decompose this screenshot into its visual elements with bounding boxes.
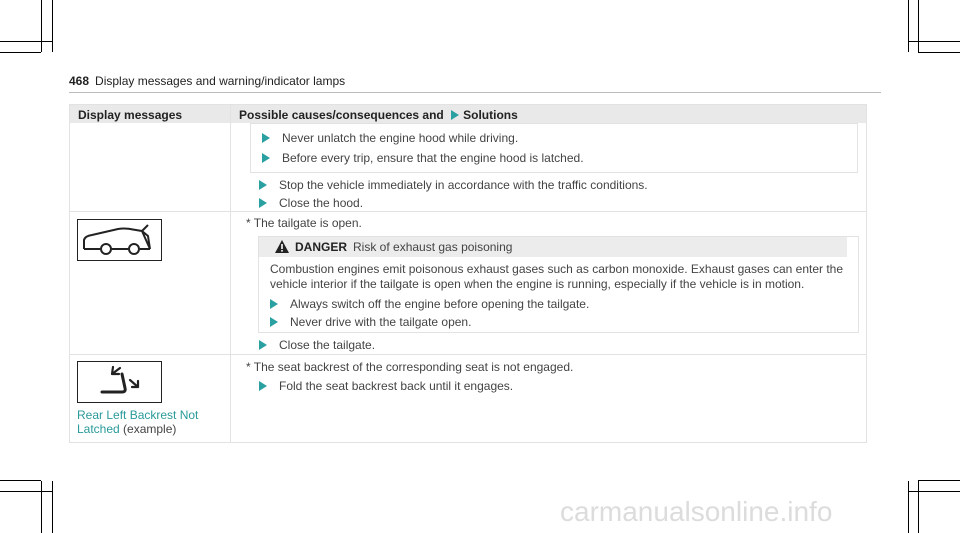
list-item: Fold the seat backrest back until it engages. <box>259 379 513 393</box>
crop-mark <box>908 491 960 492</box>
crop-mark <box>0 491 52 492</box>
cause-text: * The tailgate is open. <box>246 216 362 230</box>
arrow-right-icon <box>259 180 267 190</box>
crop-mark <box>0 41 52 42</box>
col-header-display-messages: Display messages <box>78 108 183 122</box>
crop-mark <box>41 481 42 533</box>
list-item: Before every trip, ensure that the engine hood is latched. <box>262 151 584 165</box>
inner-note-box <box>250 123 858 173</box>
row-divider <box>70 211 866 212</box>
danger-title: DANGER Risk of exhaust gas poisoning <box>295 240 513 254</box>
crop-mark <box>918 481 919 533</box>
arrow-right-icon <box>451 110 459 120</box>
danger-body-line: vehicle interior if the tailgate is open when the engine is running, especially if the vehicle is in motion. <box>270 277 805 291</box>
danger-label: DANGER <box>295 240 348 254</box>
column-divider <box>230 105 231 442</box>
arrow-right-icon <box>259 340 267 350</box>
arrow-right-icon <box>259 198 267 208</box>
crop-mark <box>918 0 919 52</box>
page-number: 468 <box>69 74 90 88</box>
arrow-right-icon <box>270 317 278 327</box>
arrow-right-icon <box>270 299 278 309</box>
warning-triangle-icon <box>275 240 289 253</box>
running-header <box>69 74 345 88</box>
list-item: Never drive with the tailgate open. <box>270 315 471 329</box>
seat-backrest-icon <box>77 361 162 403</box>
list-item: Close the hood. <box>259 196 363 210</box>
arrow-right-icon <box>262 153 270 163</box>
arrow-right-icon <box>262 133 270 143</box>
display-message: Rear Left Backrest Not <box>77 408 199 422</box>
crop-mark <box>908 481 909 533</box>
crop-mark <box>41 0 42 52</box>
crop-mark <box>918 480 960 481</box>
header-rule <box>69 92 881 93</box>
crop-mark <box>0 480 41 481</box>
danger-body-line: Combustion engines emit poisonous exhaust gases such as carbon monoxide. Exhaust gases can enter the <box>270 262 844 276</box>
crop-mark <box>908 41 960 42</box>
col-header-causes-solutions: Possible causes/consequences and Solutions <box>239 108 518 122</box>
cause-text: * The seat backrest of the corresponding seat is not engaged. <box>246 360 574 374</box>
watermark: carmanualsonline.info <box>560 496 833 527</box>
vehicle-tailgate-open-icon <box>77 219 162 261</box>
crop-mark <box>52 481 53 533</box>
crop-mark <box>52 0 53 52</box>
crop-mark <box>0 52 41 53</box>
crop-mark <box>908 0 909 52</box>
messages-table <box>69 104 867 443</box>
danger-header <box>259 237 847 257</box>
arrow-right-icon <box>259 381 267 391</box>
display-message-line2: Latched (example) <box>77 422 177 436</box>
table-header <box>70 105 866 123</box>
row-divider <box>70 354 866 355</box>
list-item: Always switch off the engine before opening the tailgate. <box>270 297 589 311</box>
danger-box <box>258 236 859 333</box>
list-item: Close the tailgate. <box>259 338 375 352</box>
list-item: Never unlatch the engine hood while driving. <box>262 131 518 145</box>
section-title: Display messages and warning/indicator lamps <box>95 74 346 88</box>
crop-mark <box>918 52 960 53</box>
list-item: Stop the vehicle immediately in accordance with the traffic conditions. <box>259 178 648 192</box>
